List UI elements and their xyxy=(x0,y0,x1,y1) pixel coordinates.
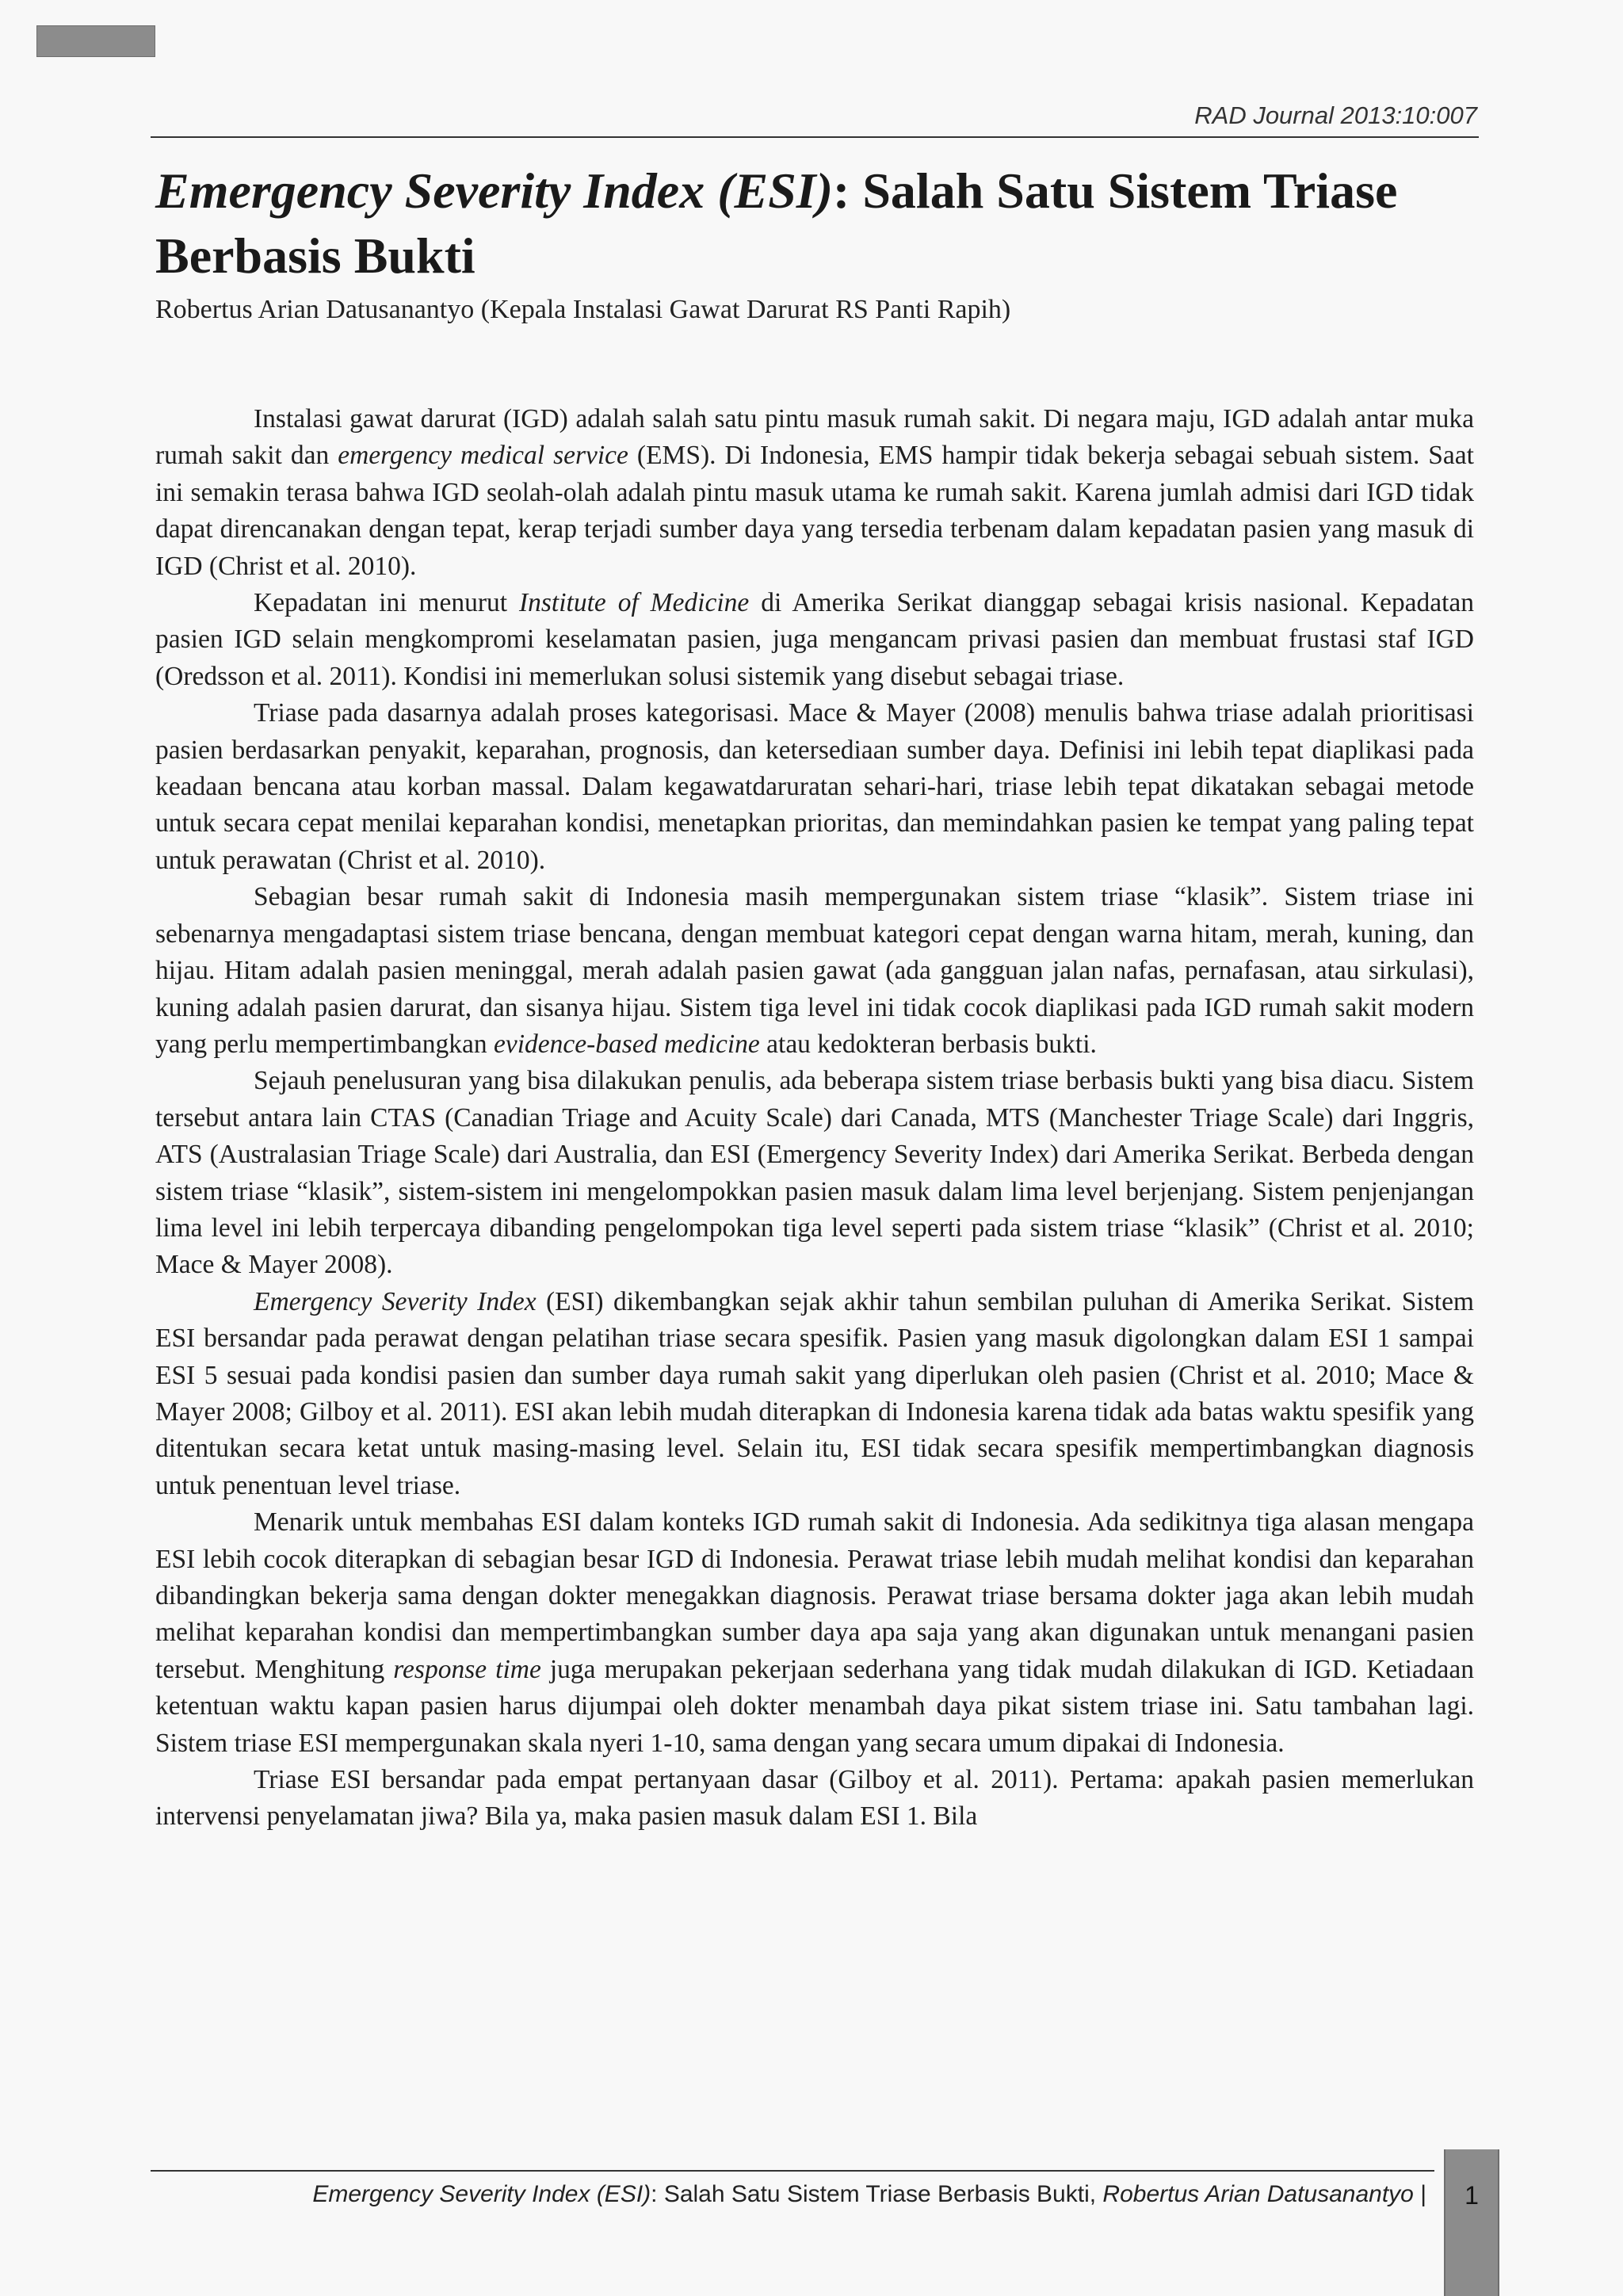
paragraph-text: (ESI) dikembangkan sejak akhir tahun sembilan puluhan di Amerika Serikat. Sistem ESI bersandar pada perawat dengan pelatihan triase secara spesifik. Pasien yang masuk digolongkan dalam ESI 1 sampai ESI 5 sesuai pada kondisi pasien dan sumber daya rumah sakit yang diperlukan oleh pasien (Christ et al. 2010; Mace & Mayer 2008; Gilboy et al. 2011). ESI akan lebih mudah diterapkan di Indonesia karena tidak ada batas waktu spesifik yang ditentukan secara ketat untuk masing-masing level. Selain itu, ESI tidak secara spesifik mempertimbangkan diagnosis untuk penentuan level triase. xyxy=(155,1286,1474,1500)
paragraph-3 xyxy=(155,695,1474,879)
article-title-rest: : Salah Satu Sistem Triase Berbasis Bukti xyxy=(155,162,1398,284)
paragraph-text: Sejauh penelusuran yang bisa dilakukan penulis, ada beberapa sistem triase berbasis bukti yang bisa diacu. Sistem tersebut antara lain CTAS (Canadian Triage and Acuity Scale) dari Canada, MTS (Manchester Triage Scale) dari Inggris, ATS (Australasian Triage Scale) dari Australia, dan ESI (Emergency Severity Index) dari Amerika Serikat. Berbeda dengan sistem triase “klasik”, sistem-sistem ini mengelompokkan pasien masuk dalam lima level berjenjang. Sistem penjenjangan lima level ini lebih terpercaya dibanding pengelompokan tiga level seperti pada sistem triase “klasik” (Christ et al. 2010; Mace & Mayer 2008). xyxy=(155,1066,1474,1280)
page-footer xyxy=(151,2181,1426,2208)
footer-title-italic: Emergency Severity Index (ESI) xyxy=(312,2181,651,2207)
page-number: 1 xyxy=(1465,2181,1479,2210)
paragraph-6 xyxy=(155,1284,1474,1504)
paragraph-text: atau kedokteran berbasis bukti. xyxy=(759,1029,1097,1059)
paragraph-emphasis: evidence-based medicine xyxy=(494,1029,760,1059)
paragraph-1 xyxy=(155,401,1474,585)
paragraph-text: (EMS). Di Indonesia, EMS hampir tidak bekerja sebagai sebuah sistem. Saat ini semakin terasa bahwa IGD seolah-olah adalah pintu masuk utama ke rumah sakit. Karena jumlah admisi dari IGD tidak dapat direncanakan dengan tepat, kerap terjadi sumber daya yang tersedia terbenam dalam kepadatan pasien yang masuk di IGD (Christ et al. 2010). xyxy=(155,441,1474,581)
header-divider xyxy=(151,136,1479,138)
corner-tab-decoration xyxy=(36,25,155,57)
footer-title-rest: : Salah Satu Sistem Triase Berbasis Bukti, xyxy=(651,2181,1103,2207)
paragraph-text: Triase ESI bersandar pada empat pertanyaan dasar (Gilboy et al. 2011). Pertama: apakah pasien memerlukan intervensi penyelamatan jiwa? Bila ya, maka pasien masuk dalam ESI 1. Bila xyxy=(155,1765,1474,1832)
article-author: Robertus Arian Datusanantyo (Kepala Instalasi Gawat Darurat RS Panti Rapih) xyxy=(155,295,1011,324)
paragraph-text: Instalasi gawat darurat (IGD) adalah salah satu pintu masuk rumah sakit. Di negara maju, IGD adalah antar muka rumah sakit dan xyxy=(155,404,1474,471)
footer-separator: | xyxy=(1420,2181,1426,2207)
paragraph-8 xyxy=(155,1762,1474,1836)
article-body xyxy=(155,401,1474,1836)
paragraph-7 xyxy=(155,1504,1474,1762)
running-header: RAD Journal 2013:10:007 xyxy=(1194,101,1477,129)
paragraph-text: Kepadatan ini menurut xyxy=(254,588,519,618)
paragraph-emphasis: response time xyxy=(393,1654,541,1684)
paragraph-emphasis: Institute of Medicine xyxy=(518,588,750,618)
paragraph-text: juga merupakan pekerjaan sederhana yang tidak mudah dilakukan di IGD. Ketiadaan ketentuan waktu kapan pasien harus dijumpai oleh dokter menambah daya pikat sistem triase ini. Satu tambahan lagi. Sistem triase ESI mempergunakan skala nyeri 1-10, sama dengan yang secara umum dipakai di Indonesia. xyxy=(155,1654,1474,1758)
article-title-italic: Emergency Severity Index (ESI) xyxy=(155,162,833,219)
article-title xyxy=(155,159,1471,288)
paragraph-text: Menarik untuk membahas ESI dalam konteks IGD rumah sakit di Indonesia. Ada sedikitnya tiga alasan mengapa ESI lebih cocok diterapkan di sebagian besar IGD di Indonesia. Perawat triase lebih mudah melihat kondisi dan keparahan dibandingkan bekerja sama dengan dokter menegakkan diagnosis. Perawat triase bersama dokter jaga akan lebih mudah melihat keparahan kondisi dan mempertimbangkan sumber daya apa saja yang akan digunakan untuk menangani pasien tersebut. Menghitung xyxy=(155,1507,1474,1684)
paragraph-text: Triase pada dasarnya adalah proses kategorisasi. Mace & Mayer (2008) menulis bahwa triase adalah prioritisasi pasien berdasarkan penyakit, keparahan, prognosis, dan ketersediaan sumber daya. Definisi ini lebih tepat diaplikasi pada keadaan bencana atau korban massal. Dalam kegawatdaruratan sehari-hari, triase lebih tepat dikatakan sebagai metode untuk secara cepat menilai keparahan kondisi, menetapkan prioritas, dan memindahkan pasien ke tempat yang paling tepat untuk perawatan (Christ et al. 2010). xyxy=(155,698,1474,875)
paragraph-text: di Amerika Serikat dianggap sebagai krisis nasional. Kepadatan pasien IGD selain mengkompromi keselamatan pasien, juga mengancam privasi pasien dan membuat frustasi staf IGD (Oredsson et al. 2011). Kondisi ini memerlukan solusi sistemik yang disebut sebagai triase. xyxy=(155,588,1474,691)
paragraph-emphasis: Emergency Severity Index xyxy=(254,1286,537,1316)
paragraph-2 xyxy=(155,585,1474,695)
page-number-tab xyxy=(1444,2149,1499,2296)
paragraph-emphasis: emergency medical service xyxy=(338,441,628,471)
footer-divider xyxy=(151,2170,1434,2172)
footer-author: Robertus Arian Datusanantyo xyxy=(1102,2181,1414,2207)
paragraph-4 xyxy=(155,879,1474,1063)
paragraph-text: Sebagian besar rumah sakit di Indonesia masih mempergunakan sistem triase “klasik”. Sistem triase ini sebenarnya mengadaptasi sistem triase bencana, dengan membuat kategori cepat dengan warna hitam, merah, kuning, dan hijau. Hitam adalah pasien meninggal, merah adalah pasien gawat (ada gangguan jalan nafas, pernafasan, atau sirkulasi), kuning adalah pasien darurat, dan sisanya hijau. Sistem tiga level ini tidak cocok diaplikasi pada IGD rumah sakit modern yang perlu mempertimbangkan xyxy=(155,882,1474,1059)
paragraph-5 xyxy=(155,1063,1474,1283)
